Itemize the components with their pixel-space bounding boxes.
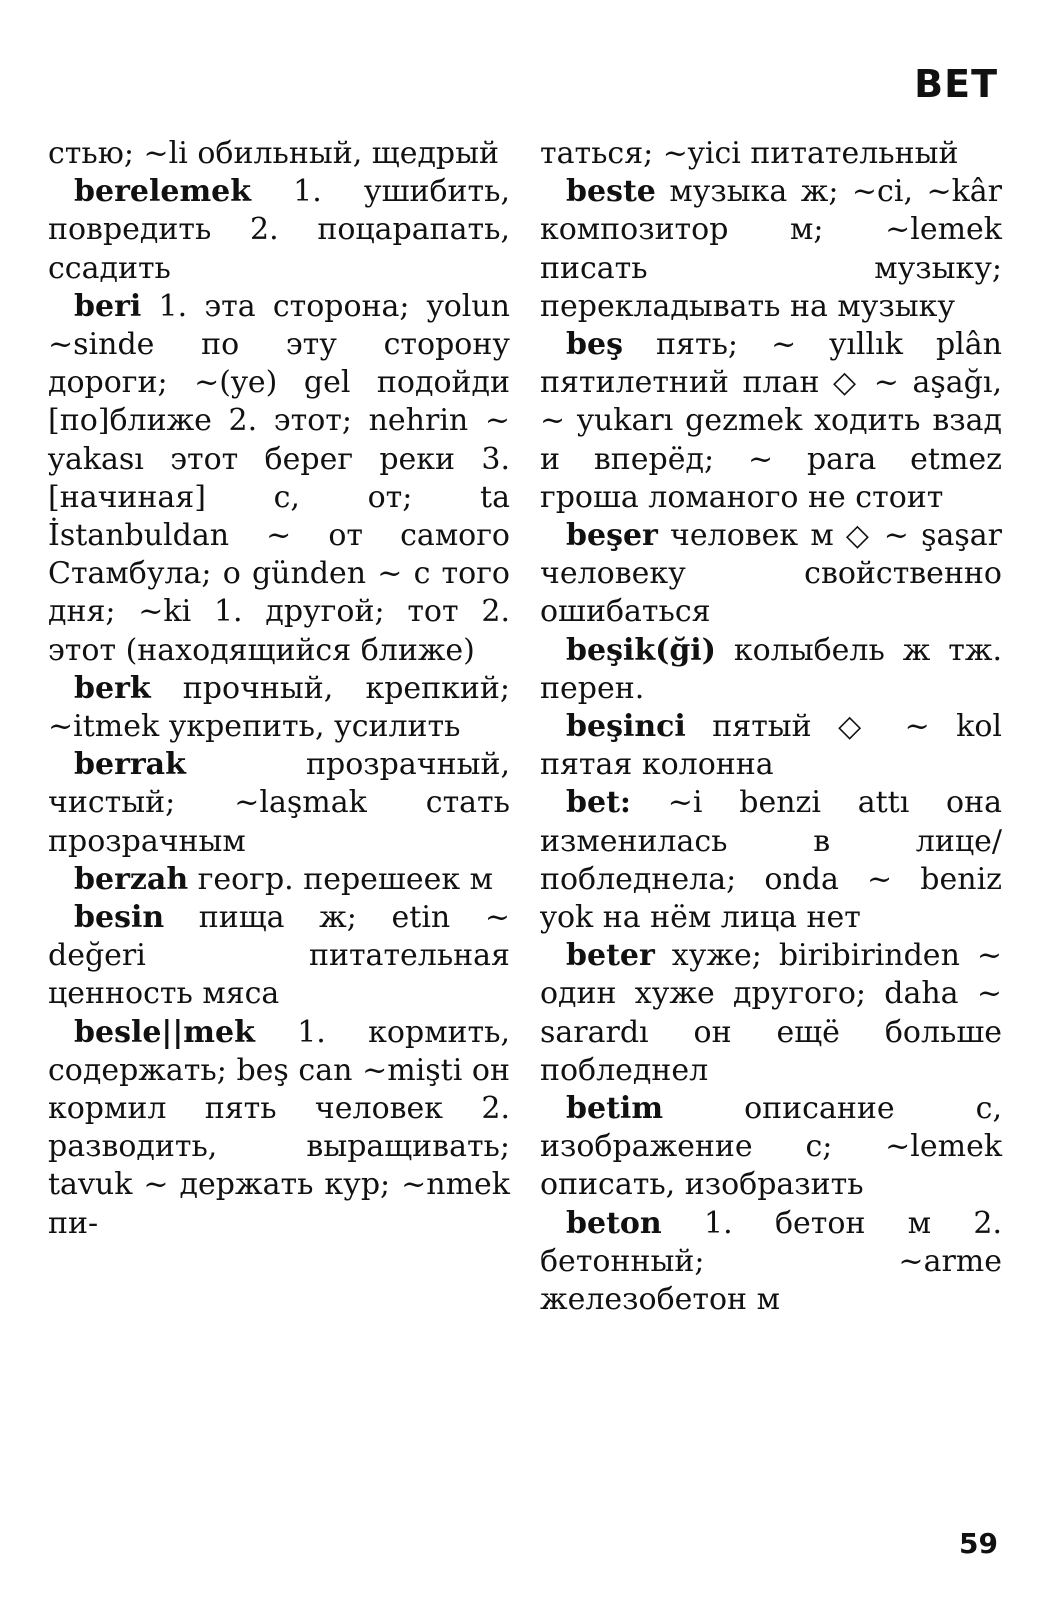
definition: прочный, крепкий; ~itmek укрепить, усилить (48, 670, 510, 745)
definition: прозрачный, чистый; ~laşmak стать прозрачным (48, 747, 510, 859)
definition: описание с, изображение с; ~lemek описать, изобразить (540, 1091, 1002, 1203)
dictionary-entry (540, 1205, 1002, 1320)
dictionary-entry (48, 670, 510, 746)
headword: besle||mek (74, 1014, 255, 1050)
dictionary-entry (540, 173, 1002, 326)
definition: 1. ушибить, повредить 2. поцарапать, ссадить (48, 174, 510, 286)
definition: хуже; biribirinden ~ один хуже другого; daha ~ sarardı он ещё больше побледнел (540, 938, 1002, 1088)
headword: beşik(ği) (566, 632, 716, 668)
dictionary-entry (48, 746, 510, 861)
headword: beter (566, 938, 655, 974)
dictionary-entry (540, 517, 1002, 632)
definition: пища ж; etin ~ değeri питательная ценность мяса (48, 900, 510, 1012)
definition: стью; ~li обильный, щедрый (48, 136, 499, 171)
headword: beri (74, 288, 142, 324)
headword: betim (566, 1091, 664, 1127)
definition: таться; ~yici питательный (540, 136, 959, 171)
dictionary-entry (540, 326, 1002, 517)
headword: bet: (566, 785, 631, 821)
headword: beşer (566, 518, 658, 554)
guide-word: BET (914, 62, 998, 106)
dictionary-entry (540, 632, 1002, 708)
headword: berelemek (74, 174, 252, 210)
definition: колыбель ж тж. перен. (540, 632, 1002, 706)
dictionary-entry (540, 135, 1002, 173)
headword: berk (74, 670, 151, 706)
headword: besin (74, 900, 165, 936)
headword: beşinci (566, 709, 686, 745)
dictionary-entry (540, 1090, 1002, 1205)
definition: пятый ◇ ~ kol пятая колонна (540, 709, 1002, 783)
dictionary-entry (48, 173, 510, 288)
headword: beste (566, 174, 656, 210)
dictionary-entry (540, 784, 1002, 937)
definition: пять; ~ yıllık plân пятилетний план ◇ ~ aşağı, ~ yukarı gezmek ходить взад и вперёд; ~ para etmez гроша ломаного не стоит (540, 327, 1002, 515)
right-column (540, 135, 1002, 1319)
dictionary-entry (48, 861, 510, 899)
headword: beş (566, 327, 623, 363)
headword: berrak (74, 747, 186, 783)
definition: музыка ж; ~ci, ~kâr композитор м; ~lemek писать музыку; перекладывать на музыку (540, 174, 1002, 324)
definition: человек м ◇ ~ şaşar человеку свойственно ошибаться (540, 518, 1002, 630)
dictionary-entry (540, 937, 1002, 1090)
dictionary-entry (48, 1014, 510, 1243)
headword: berzah (74, 861, 189, 897)
dictionary-entry (48, 899, 510, 1014)
dictionary-entry (540, 708, 1002, 784)
definition: 1. эта сторона; yolun ~sinde по эту сторону дороги; ~(ye) gel подойди [по]ближе 2. этот; nehrin ~ yakası этот берег реки 3. [начиная] с, от; ta İstanbuldan ~ от самого Стамбула; o günden ~ с того дня; ~ki 1. другой; тот 2. этот (находящийся ближе) (48, 288, 510, 668)
headword: beton (566, 1205, 662, 1241)
left-column (48, 135, 510, 1243)
definition: 1. бетон м 2. бетонный; ~arme железобетон м (540, 1205, 1002, 1318)
definition: 1. кормить, содержать; beş can ~mişti он кормил пять человек 2. разводить, выращивать; tavuk ~ держать кур; ~nmek пи- (48, 1014, 510, 1241)
page-number: 59 (959, 1527, 998, 1560)
dictionary-entry (48, 135, 510, 173)
dictionary-entry (48, 288, 510, 670)
definition: геогр. перешеек м (188, 861, 493, 897)
definition: ~i benzi attı она изменилась в лице/побледнела; onda ~ beniz yok на нём лица нет (540, 785, 1002, 936)
